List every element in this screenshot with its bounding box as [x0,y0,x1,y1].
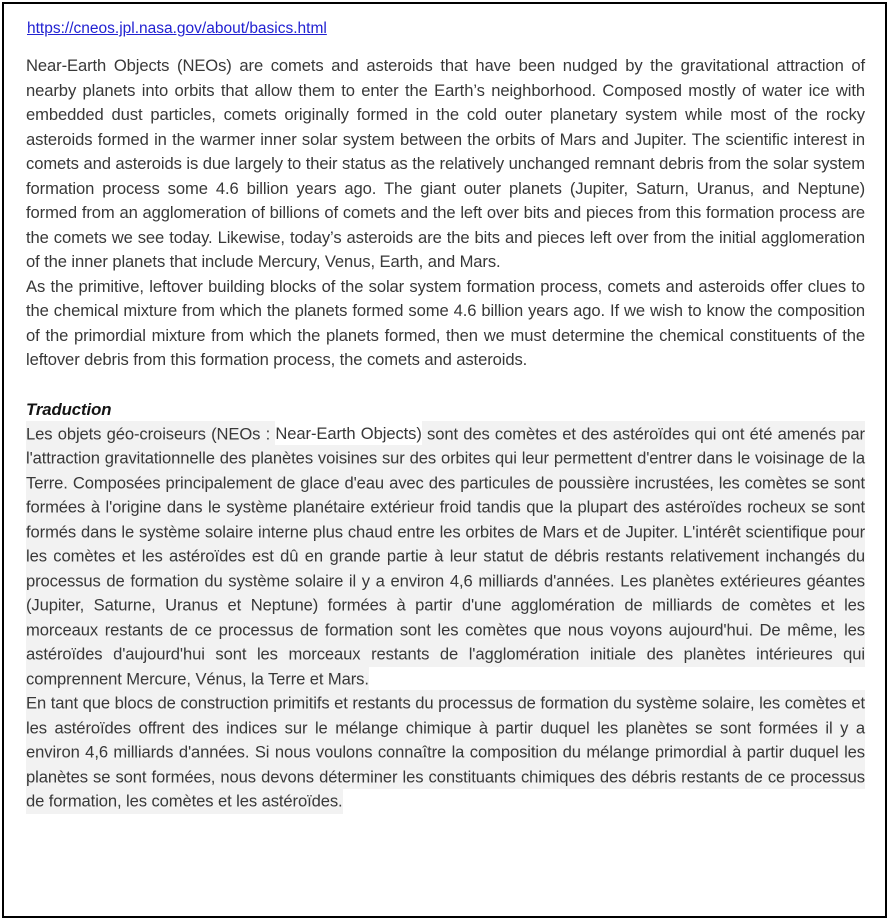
document-page [2,2,887,918]
unhighlighted-text-segment: Near-Earth Objects) [275,424,422,443]
highlighted-text-segment: Les objets géo-croiseurs (NEOs : [26,421,275,447]
url-line [27,19,865,39]
translation-heading: Traduction [26,399,112,419]
source-url-link[interactable]: https://cneos.jpl.nasa.gov/about/basics.html [27,20,327,37]
translation-section [26,422,865,814]
translation-paragraph-2 [26,692,865,815]
english-paragraph-2: As the primitive, leftover building blocks of the solar system formation process, comets and asteroids offer clues to the chemical mixture from which the planets formed some 4.6 billion years ago. If we wish to know the composition of the primordial mixture from which the planets formed, then we must determine the chemical constituents of the leftover debris from this formation process, the comets and asteroids. [26,276,865,369]
highlighted-text-segment: sont des comètes et des astéroïdes qui ont été amenés par l'attraction gravitationnelle des planètes voisines sur des orbites qui leur permettent d'entrer dans le voisinage de la Terre. Composées principalement de glace d'eau avec des particules de poussière incrustées, les comètes se sont formées à l'origine dans le système planétaire extérieur froid tandis que la plupart des astéroïdes rocheux se sont formés dans le système solaire interne plus chaud entre les orbites de Mars et de Jupiter. L'intérêt scientifique pour les comètes et les astéroïdes est dû en grande partie à leur statut de débris restants relativement inchangés du processus de formation du système solaire il y a environ 4,6 milliards d'années. Les planètes extérieures géantes (Jupiter, Saturne, Uranus et Neptune) formées à partir d'une agglomération de milliards de comètes et les morceaux restants de ce processus de formation sont les comètes que nous voyons aujourd'hui. De même, les astéroïdes d'aujourd'hui sont les morceaux restants de l'agglomération initiale des planètes intérieures qui comprennent Mercure, Vénus, la Terre et Mars. [26,421,865,692]
translation-paragraph-1 [26,422,865,692]
highlighted-text-segment: En tant que blocs de construction primitifs et restants du processus de formation du système solaire, les comètes et les astéroïdes offrent des indices sur le mélange chimique à partir duquel les planètes se sont formées il y a environ 4,6 milliards d'années. Si nous voulons connaître la composition du mélange primordial à partir duquel les planètes se sont formées, nous devons déterminer les constituants chimiques des débris restants de ce processus de formation, les comètes et les astéroïdes. [26,690,865,814]
english-section [26,54,865,373]
english-paragraph-1: Near-Earth Objects (NEOs) are comets and asteroids that have been nudged by the gravitational attraction of nearby planets into orbits that allow them to enter the Earth’s neighborhood. Composed mostly of water ice with embedded dust particles, comets originally formed in the cold outer planetary system while most of the rocky asteroids formed in the warmer inner solar system between the orbits of Mars and Jupiter. The scientific interest in comets and asteroids is due largely to their status as the relatively unchanged remnant debris from the solar system formation process some 4.6 billion years ago. The giant outer planets (Jupiter, Saturn, Uranus, and Neptune) formed from an agglomeration of billions of comets and the left over bits and pieces from this formation process are the comets we see today. Likewise, today’s asteroids are the bits and pieces left over from the initial agglomeration of the inner planets that include Mercury, Venus, Earth, and Mars. [26,56,865,271]
